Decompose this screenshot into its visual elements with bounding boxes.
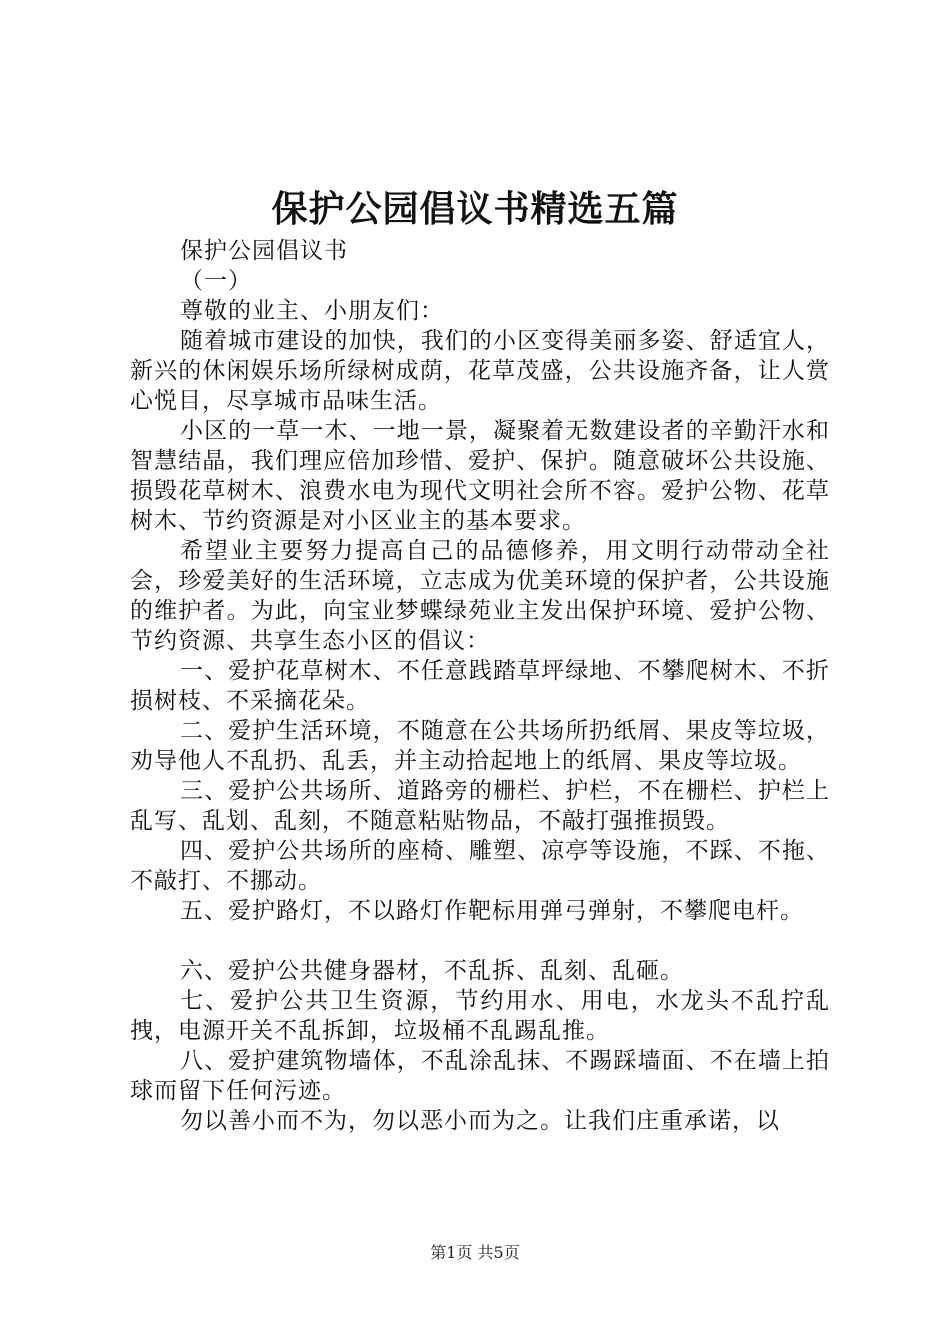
proposal-item-6: 六、爱护公共健身器材，不乱拆、乱刻、乱砸。 — [180, 958, 684, 984]
document-subtitle: 保护公园倡议书 — [180, 238, 348, 264]
salutation: 尊敬的业主、小朋友们： — [180, 298, 444, 324]
document-body — [130, 236, 830, 1136]
proposal-item-4: 四、爱护公共场所的座椅、雕塑、凉亭等设施，不踩、不拖、不敲打、不挪动。 — [130, 838, 830, 894]
proposal-item-2: 二、爱护生活环境，不随意在公共场所扔纸屑、果皮等垃圾，劝导他人不乱扔、乱丢，并主动拾起地上的纸屑、果皮等垃圾。 — [130, 718, 830, 774]
proposal-item-5: 五、爱护路灯，不以路灯作靶标用弹弓弹射，不攀爬电杆。 — [180, 898, 804, 924]
paragraph-appeal: 小区的一草一木、一地一景，凝聚着无数建设者的辛勤汗水和智慧结晶，我们理应倍加珍惜、爱护、保护。随意破坏公共设施、损毁花草树木、浪费水电为现代文明社会所不容。爱护公物、花草树木、节约资源是对小区业主的基本要求。 — [130, 418, 830, 534]
proposal-item-3: 三、爱护公共场所、道路旁的栅栏、护栏，不在栅栏、护栏上乱写、乱划、乱刻，不随意粘贴物品，不敲打强推损毁。 — [130, 778, 830, 834]
closing-paragraph: 勿以善小而不为，勿以恶小而为之。让我们庄重承诺，以 — [180, 1108, 780, 1134]
section-number: （一） — [180, 268, 252, 294]
proposal-item-7: 七、爱护公共卫生资源，节约用水、用电，水龙头不乱拧乱拽，电源开关不乱拆卸，垃圾桶不乱踢乱推。 — [130, 988, 830, 1044]
paragraph-hope: 希望业主要努力提高自己的品德修养，用文明行动带动全社会，珍爱美好的生活环境，立志成为优美环境的保护者，公共设施的维护者。为此，向宝业梦蝶绿苑业主发出保护环境、爱护公物、节约资源、共享生态小区的倡议： — [130, 538, 830, 654]
page-footer: 第1页 共5页 — [430, 1243, 520, 1262]
document-title: 保护公园倡议书精选五篇 — [271, 188, 679, 230]
paragraph-intro: 随着城市建设的加快，我们的小区变得美丽多姿、舒适宜人，新兴的休闲娱乐场所绿树成荫，花草茂盛，公共设施齐备，让人赏心悦目，尽享城市品味生活。 — [130, 328, 830, 414]
proposal-item-8: 八、爱护建筑物墙体，不乱涂乱抹、不踢踩墙面、不在墙上拍球而留下任何污迹。 — [130, 1048, 830, 1104]
proposal-item-1: 一、爱护花草树木、不任意践踏草坪绿地、不攀爬树木、不折损树枝、不采摘花朵。 — [130, 658, 830, 714]
